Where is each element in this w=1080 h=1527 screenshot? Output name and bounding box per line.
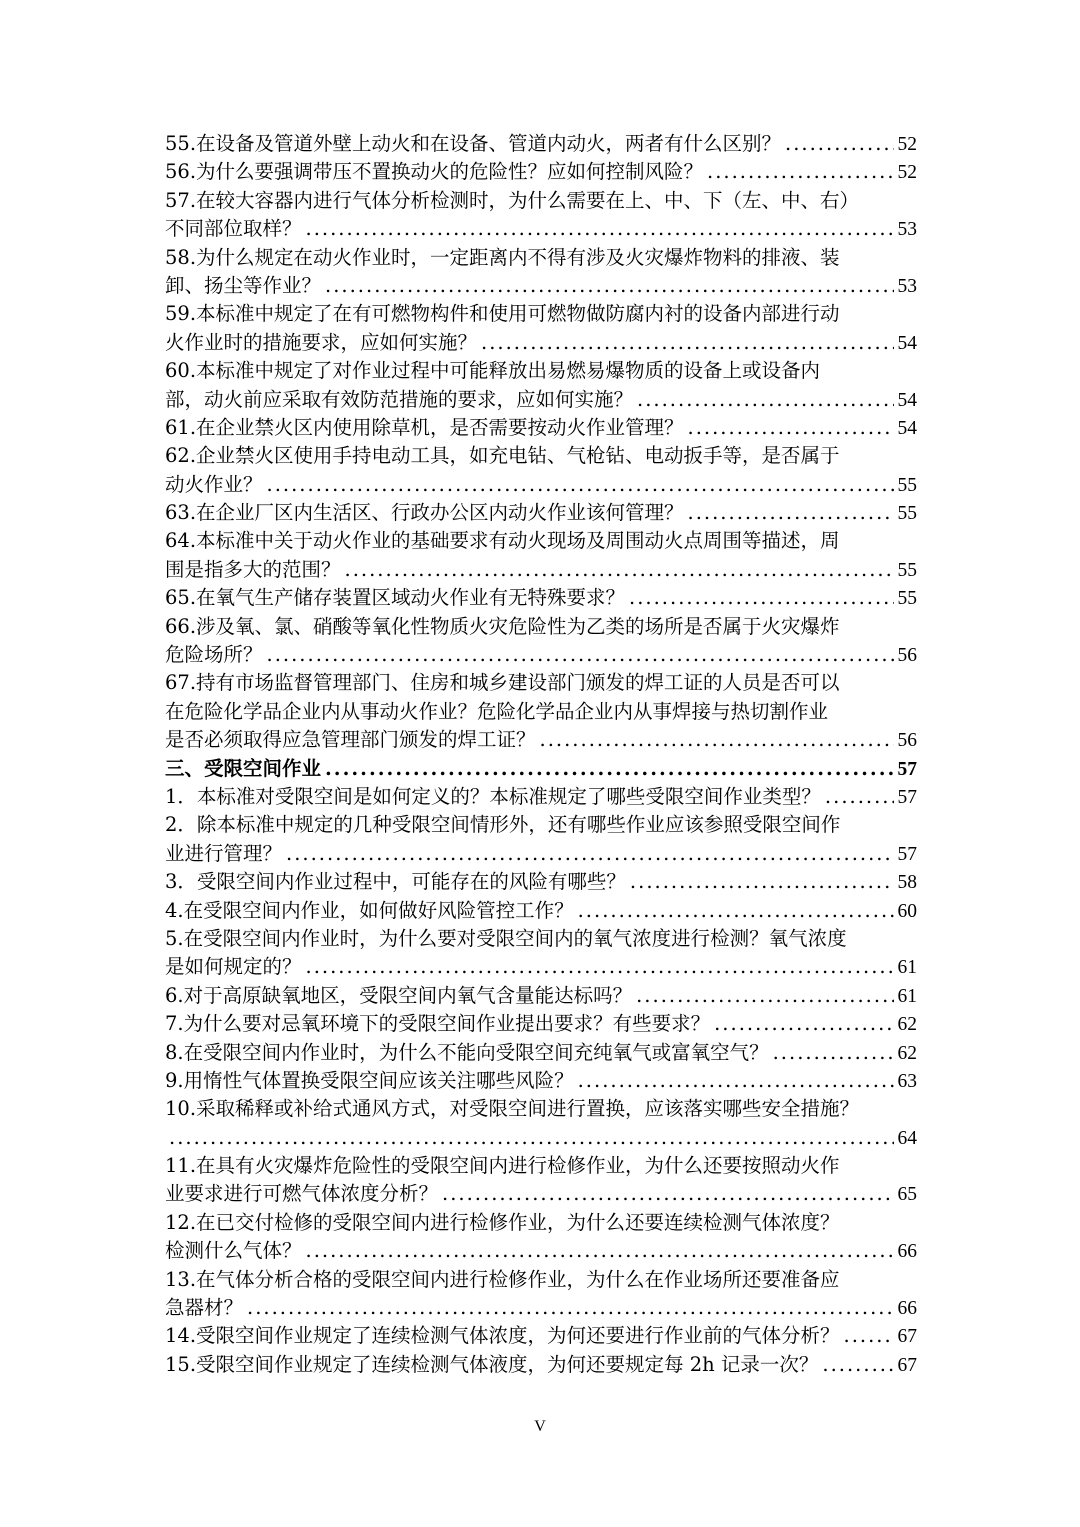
toc-entry[interactable]	[165, 1351, 917, 1379]
toc-entry[interactable]	[165, 925, 917, 982]
dot-leader	[825, 783, 894, 811]
toc-page-number: 55	[897, 503, 917, 525]
toc-page-number: 55	[897, 559, 917, 581]
toc-page-number: 64	[897, 1127, 917, 1149]
dot-leader	[306, 215, 894, 243]
toc-entry-line	[165, 584, 917, 612]
toc-entry-text: 60.本标准中规定了对作业过程中可能释放出易燃易爆物质的设备上或设备内	[165, 359, 821, 383]
toc-entry-line	[165, 499, 917, 527]
toc-entry[interactable]	[165, 868, 917, 896]
toc-entry-line	[165, 556, 917, 584]
toc-entry-line	[165, 158, 917, 186]
toc-page-number: 55	[897, 588, 917, 610]
toc-entry-text: 55.在设备及管道外壁上动火和在设备、管道内动火，两者有什么区别？	[165, 132, 782, 155]
dot-leader	[773, 1039, 894, 1067]
toc-entry-line	[165, 272, 917, 300]
dot-leader	[442, 1180, 893, 1208]
toc-entry[interactable]	[165, 527, 917, 584]
toc-entry-text: 64.本标准中关于动火作业的基础要求有动火现场及周围动火点周围等描述，周	[165, 529, 840, 553]
dot-leader	[267, 641, 894, 669]
toc-page-number: 54	[897, 417, 917, 439]
toc-entry[interactable]	[165, 300, 917, 357]
toc-entry[interactable]	[165, 244, 917, 301]
toc-entry[interactable]	[165, 158, 917, 186]
toc-page-number: 65	[897, 1184, 917, 1206]
toc-entry-line	[165, 868, 917, 896]
toc-entry[interactable]	[165, 1266, 917, 1323]
dot-leader	[636, 982, 893, 1010]
toc-entry-text: 67.持有市场监督管理部门、住房和城乡建设部门颁发的焊工证的人员是否可以	[165, 671, 840, 695]
toc-entry-text: 7.为什么要对忌氧环境下的受限空间作业提出要求？有些要求？	[165, 1012, 711, 1036]
dot-leader	[169, 1124, 894, 1152]
toc-entry[interactable]	[165, 897, 917, 925]
toc-entry-text: 三、受限空间作业	[165, 756, 322, 780]
toc-entry-line	[165, 1322, 917, 1350]
toc-entry[interactable]	[165, 1152, 917, 1209]
toc-entry-text: 56.为什么要强调带压不置换动火的危险性？应如何控制风险？	[165, 160, 704, 184]
toc-entry-line	[165, 1294, 917, 1322]
dot-leader	[822, 1351, 893, 1379]
toc-entry-line	[165, 1124, 917, 1152]
toc-entry-text: 不同部位取样？	[165, 217, 302, 241]
toc-entry[interactable]	[165, 442, 917, 499]
toc-entry-text: 5.在受限空间内作业时，为什么要对受限空间内的氧气浓度进行检测？氧气浓度	[165, 926, 847, 950]
toc-entry[interactable]	[165, 1209, 917, 1266]
dot-leader	[714, 1010, 893, 1038]
toc-entry-line	[165, 329, 917, 357]
dot-leader	[306, 1237, 894, 1265]
dot-leader	[247, 1294, 893, 1322]
toc-entry-line	[165, 726, 917, 754]
toc-entry-text: 急器材？	[165, 1296, 244, 1320]
toc-page-number: 52	[897, 134, 917, 155]
toc-entry-line	[165, 755, 917, 783]
toc-entry[interactable]	[165, 783, 917, 811]
toc-entry-text: 9.用惰性气体置换受限空间应该关注哪些风险？	[165, 1068, 574, 1092]
toc-entry-text: 58.为什么规定在动火作业时，一定距离内不得有涉及火灾爆炸物料的排液、装	[165, 245, 840, 269]
dot-leader	[637, 386, 893, 414]
toc-entry-text: 65.在氧气生产储存装置区域动火作业有无特殊要求？	[165, 586, 626, 610]
toc-page-number: 54	[897, 332, 917, 354]
toc-page-number: 56	[897, 730, 917, 752]
toc-entry-line	[165, 130, 917, 158]
toc-entry[interactable]	[165, 187, 917, 244]
toc-entry[interactable]	[165, 1039, 917, 1067]
toc-page-number: 57	[897, 758, 917, 780]
toc-entry[interactable]	[165, 357, 917, 414]
toc-entry-text: 62.企业禁火区使用手持电动工具，如充电钻、气枪钻、电动扳手等，是否属于	[165, 444, 840, 468]
toc-page-number: 62	[897, 1042, 917, 1064]
toc-entry-line	[165, 840, 917, 868]
toc-entry-text: 63.在企业厂区内生活区、行政办公区内动火作业该何管理？	[165, 501, 684, 525]
toc-page-number: 55	[897, 474, 917, 496]
toc-page-number: 60	[897, 900, 917, 922]
toc-page-number: 58	[897, 872, 917, 894]
dot-leader	[286, 840, 893, 868]
toc-entry[interactable]	[165, 499, 917, 527]
dot-leader	[629, 584, 893, 612]
toc-entry-text: 13.在气体分析合格的受限空间内进行检修作业，为什么在作业场所还要准备应	[165, 1267, 840, 1291]
toc-entry-text: 火作业时的措施要求，应如何实施？	[165, 330, 478, 354]
toc-entry[interactable]	[165, 1095, 917, 1152]
dot-leader	[578, 1067, 894, 1095]
toc-entry[interactable]	[165, 1067, 917, 1095]
dot-leader	[481, 329, 893, 357]
toc-page-number: 54	[897, 389, 917, 411]
toc-entry-text: 57.在较大容器内进行气体分析检测时，为什么需要在上、中、下（左、中、右）	[165, 188, 860, 212]
toc-entry[interactable]	[165, 414, 917, 442]
toc-entry[interactable]	[165, 1010, 917, 1038]
toc-entry-text: 59.本标准中规定了在有可燃物构件和使用可燃物做防腐内衬的设备内部进行动	[165, 302, 840, 326]
toc-entry-text: 业要求进行可燃气体浓度分析？	[165, 1182, 439, 1206]
toc-entry-line	[165, 1067, 917, 1095]
toc-entry-line	[165, 982, 917, 1010]
toc-entry-text: 15.受限空间作业规定了连续检测气体液度，为何还要规定每 2h 记录一次？	[165, 1352, 819, 1376]
toc-entry-text: 3．受限空间内作业过程中，可能存在的风险有哪些？	[165, 870, 626, 894]
toc-page-number: 52	[897, 162, 917, 184]
toc-entry-line	[165, 471, 917, 499]
toc-entry-text: 危险场所？	[165, 643, 263, 667]
toc-entry-line	[165, 1010, 917, 1038]
toc-entry-line	[165, 1351, 917, 1379]
toc-entry-line	[165, 1039, 917, 1067]
dot-leader	[578, 897, 894, 925]
dot-leader	[688, 414, 894, 442]
toc-entry-line	[165, 1180, 917, 1208]
toc-entry[interactable]	[165, 1322, 917, 1350]
toc-entry[interactable]	[165, 811, 917, 868]
toc-page-number: 62	[897, 1014, 917, 1036]
toc-page-number: 53	[897, 219, 917, 241]
toc-entry-line	[165, 953, 917, 981]
toc-page-number: 67	[897, 1326, 917, 1348]
dot-leader	[844, 1322, 894, 1350]
dot-leader	[785, 130, 893, 158]
dot-leader	[540, 726, 894, 754]
toc-entry[interactable]	[165, 584, 917, 612]
dot-leader	[688, 499, 894, 527]
toc-entry-text: 8.在受限空间内作业时，为什么不能向受限空间充纯氧气或富氧空气？	[165, 1040, 769, 1064]
toc-entry-text: 动火作业？	[165, 472, 263, 496]
toc-entry-line	[165, 414, 917, 442]
dot-leader	[707, 158, 893, 186]
toc-entry[interactable]	[165, 130, 917, 158]
toc-page-number: 66	[897, 1298, 917, 1320]
toc-entry-text: 14.受限空间作业规定了连续检测气体浓度，为何还要进行作业前的气体分析？	[165, 1324, 840, 1348]
dot-leader	[345, 556, 894, 584]
table-of-contents	[165, 130, 917, 1379]
toc-entry-text: 11.在具有火灾爆炸危险性的受限空间内进行检修作业，为什么还要按照动火作	[165, 1154, 840, 1178]
toc-page-number: 57	[897, 843, 917, 865]
toc-page-number: 67	[897, 1354, 917, 1376]
toc-entry-text: 12.在已交付检修的受限空间内进行检修作业，为什么还要连续检测气体浓度？	[165, 1210, 840, 1234]
toc-entry[interactable]	[165, 669, 917, 754]
toc-entry-text: 卸、扬尘等作业？	[165, 273, 322, 297]
toc-entry-line	[165, 641, 917, 669]
toc-entry-line	[165, 897, 917, 925]
toc-page-number: 53	[897, 275, 917, 297]
toc-entry-line	[165, 386, 917, 414]
toc-entry-text: 在危险化学品企业内从事动火作业？危险化学品企业内从事焊接与热切割作业	[165, 699, 829, 723]
toc-entry-line	[165, 1237, 917, 1265]
toc-entry-text: 是否必须取得应急管理部门颁发的焊工证？	[165, 728, 536, 752]
toc-entry-text: 业进行管理？	[165, 841, 283, 865]
dot-leader	[630, 868, 894, 896]
toc-entry-text: 1．本标准对受限空间是如何定义的？本标准规定了哪些受限空间作业类型？	[165, 784, 821, 808]
toc-entry-text: 围是指多大的范围？	[165, 557, 341, 581]
toc-page-number: 61	[897, 957, 917, 979]
toc-entry-text: 61.在企业禁火区内使用除草机，是否需要按动火作业管理？	[165, 415, 684, 439]
toc-page-number: 57	[897, 786, 917, 808]
toc-entry-text: 2．除本标准中规定的几种受限空间情形外，还有哪些作业应该参照受限空间作	[165, 813, 841, 837]
page-number-footer: V	[534, 1418, 546, 1435]
toc-entry-text: 66.涉及氧、氯、硝酸等氧化性物质火灾危险性为乙类的场所是否属于火灾爆炸	[165, 614, 840, 638]
toc-section-heading[interactable]	[165, 755, 917, 783]
toc-entry-line	[165, 783, 917, 811]
toc-entry-text: 10.采取稀释或补给式通风方式，对受限空间进行置换，应该落实哪些安全措施？	[165, 1097, 860, 1121]
toc-entry-text: 检测什么气体？	[165, 1239, 302, 1263]
toc-entry-text: 部，动火前应采取有效防范措施的要求，应如何实施？	[165, 387, 634, 411]
dot-leader	[325, 272, 893, 300]
toc-entry[interactable]	[165, 982, 917, 1010]
toc-page-number: 61	[897, 985, 917, 1007]
toc-entry-text: 6.对于高原缺氧地区，受限空间内氧气含量能达标吗？	[165, 983, 633, 1007]
dot-leader	[267, 471, 894, 499]
toc-entry-text: 是如何规定的？	[165, 955, 302, 979]
toc-page-number: 63	[897, 1070, 917, 1092]
dot-leader	[306, 953, 894, 981]
toc-entry[interactable]	[165, 613, 917, 670]
toc-page-number: 56	[897, 645, 917, 667]
dot-leader	[325, 755, 893, 783]
toc-entry-text: 4.在受限空间内作业，如何做好风险管控工作？	[165, 898, 574, 922]
toc-entry-line	[165, 215, 917, 243]
toc-page-number: 66	[897, 1241, 917, 1263]
